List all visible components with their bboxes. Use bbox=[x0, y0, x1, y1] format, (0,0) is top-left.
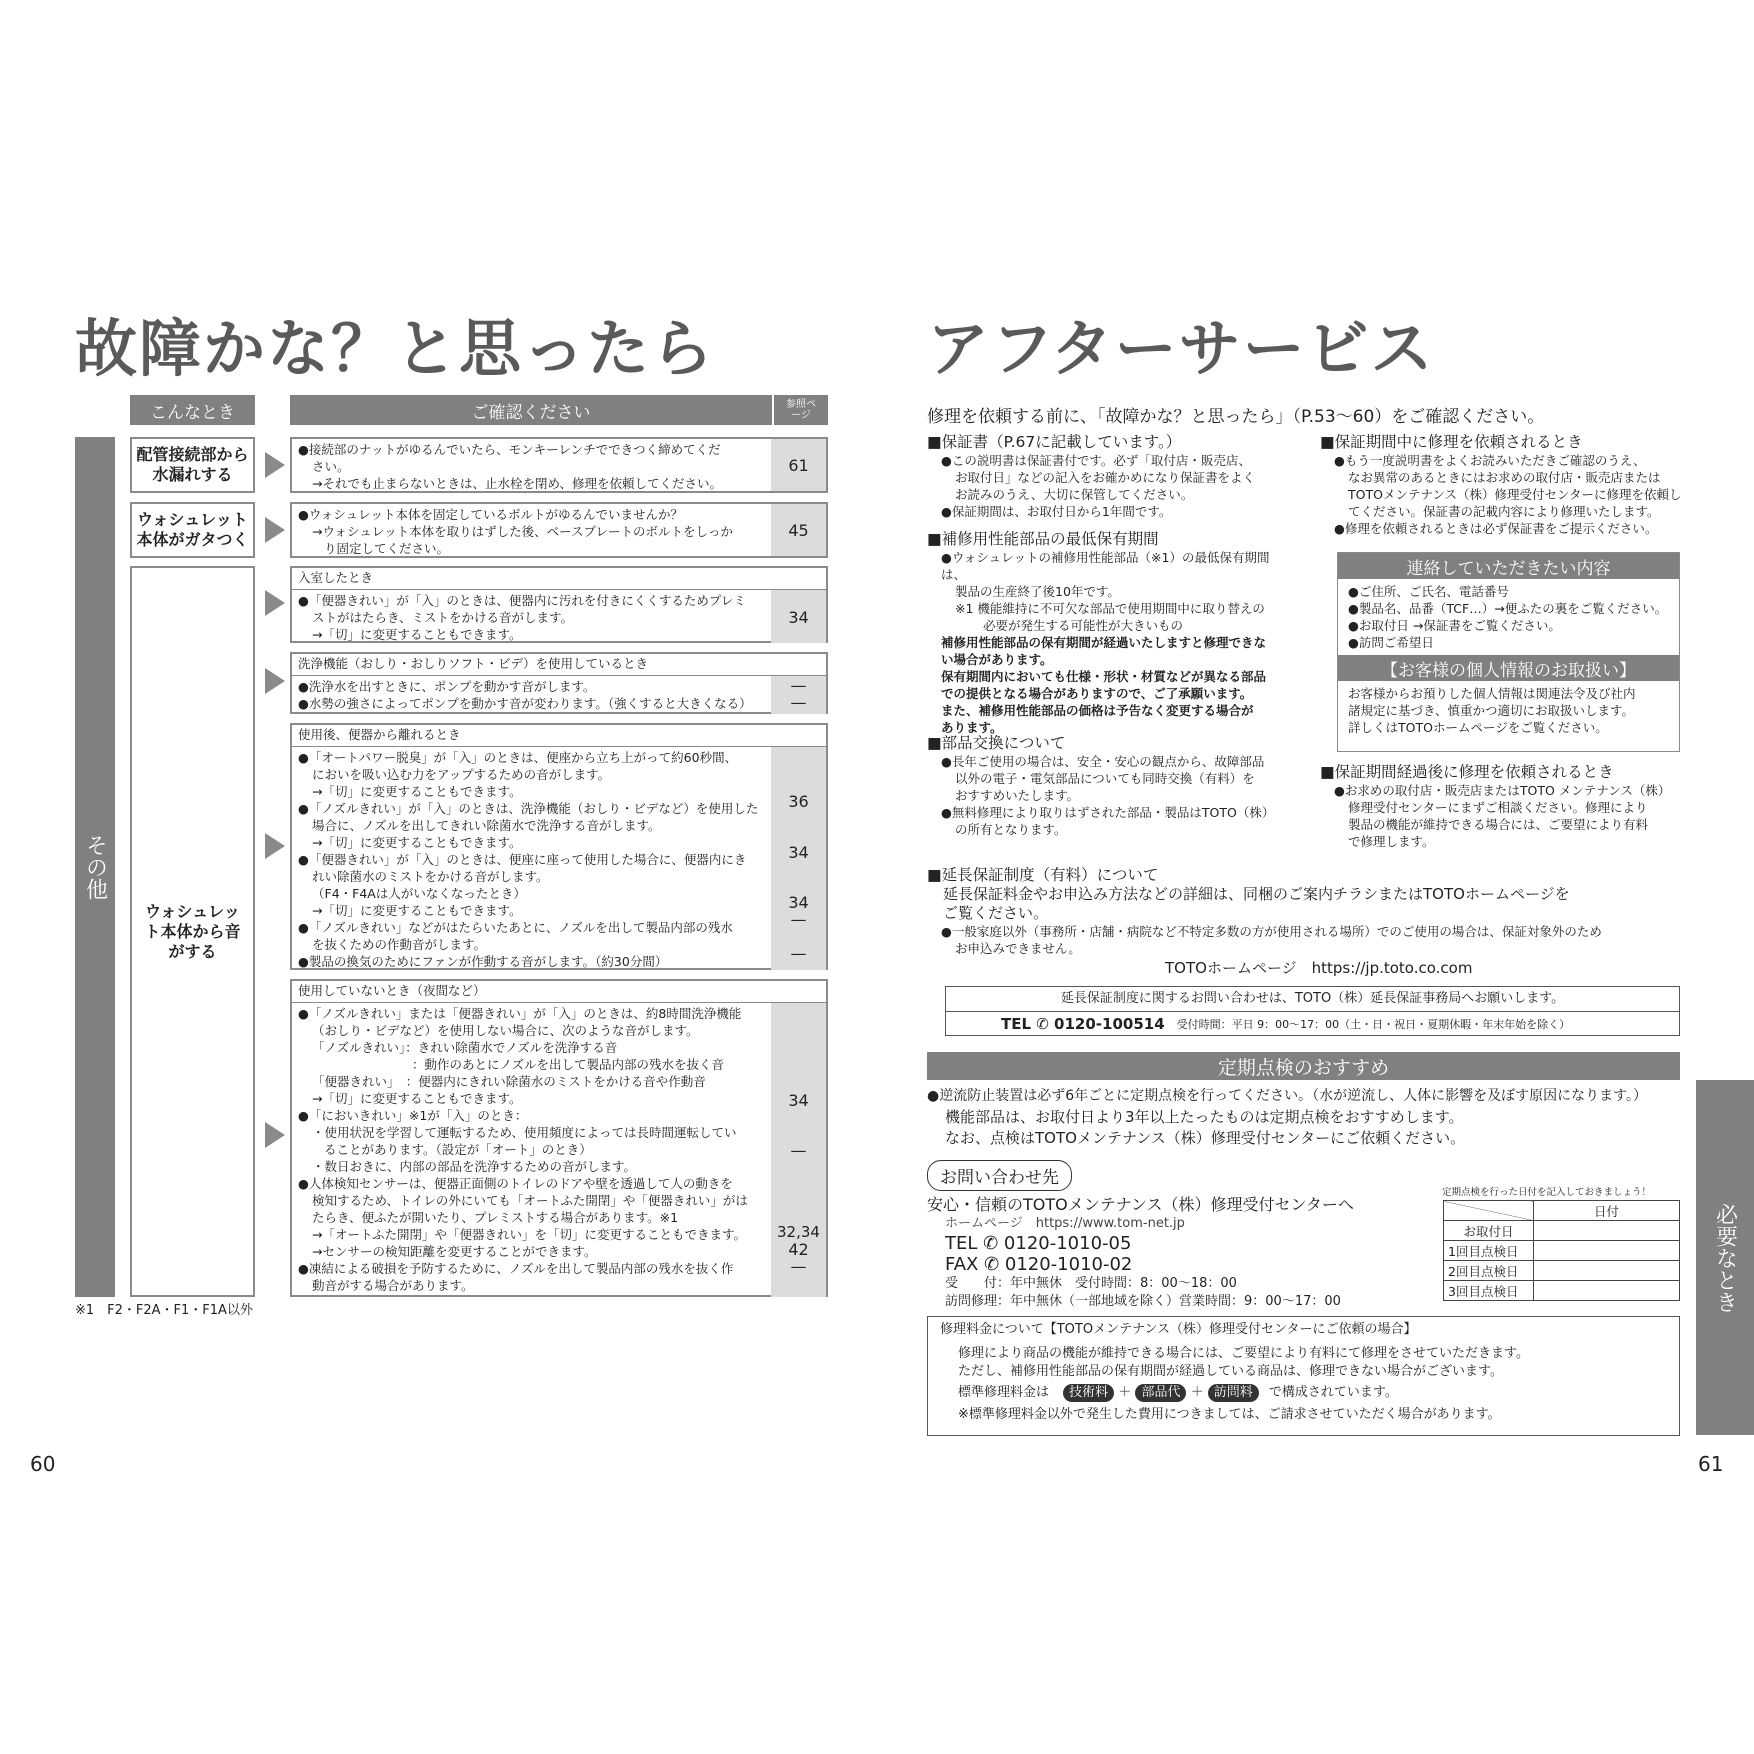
ref-page: 32,34 bbox=[777, 1223, 820, 1241]
ref-page: — bbox=[790, 1257, 807, 1276]
ref-page: — bbox=[790, 910, 807, 929]
side-label: その他 bbox=[82, 834, 108, 900]
text-line: ●修理を依頼されるときは必ず保証書をご提示ください。 bbox=[1334, 521, 1658, 536]
ref-page: 34 bbox=[788, 1091, 809, 1110]
side-tab bbox=[1696, 1080, 1754, 1435]
inspection-date-table bbox=[1443, 1200, 1680, 1301]
warranty-section bbox=[927, 432, 1292, 520]
section-title: ■部品交換について bbox=[927, 734, 1066, 752]
text-line: ●「ノズルきれい」または「便器きれい」が「入」のときは、約8時間洗浄機能 bbox=[298, 1005, 742, 1021]
inquiry-section bbox=[927, 1192, 1367, 1311]
text-line: で修理します。 bbox=[1348, 834, 1435, 849]
ref-page: — bbox=[790, 693, 807, 712]
text-line: での提供となる場合がありますので、ご了承願います。 bbox=[941, 686, 1253, 701]
text-line: ※1 機能維持に不可欠な部品で使用期間中に取り替えの bbox=[955, 601, 1265, 616]
text-line: ●もう一度説明書をよくお読みいただきご確認のうえ、 bbox=[1334, 453, 1646, 468]
text-line: ●お求めの取付店・販売店またはTOTO メンテナンス（株） bbox=[1334, 783, 1671, 798]
text-line: 修理受付センターにまずご相談ください。修理により bbox=[1348, 800, 1648, 815]
text-line: →「切」に変更することもできます。 bbox=[312, 834, 522, 850]
date-cell[interactable] bbox=[1534, 1241, 1680, 1261]
repair-fee-box bbox=[927, 1316, 1680, 1436]
text-line: ●接続部のナットがゆるんでいたら、モンキーレンチでできつく締めてくだ bbox=[298, 442, 721, 457]
section-title: ■保証期間中に修理を依頼されるとき bbox=[1320, 433, 1583, 451]
left-page-title: 故障かな？と思ったら bbox=[75, 312, 716, 385]
text-line: なお、点検はTOTOメンテナンス（株）修理受付センターにご依頼ください。 bbox=[945, 1129, 1466, 1147]
group-not-in-use bbox=[290, 979, 828, 1297]
ref-page: 34 bbox=[788, 608, 809, 627]
text-line: お客様からお預りした個人情報は関連法令及び社内 bbox=[1348, 686, 1636, 701]
text-line: を抜くための作動音がします。 bbox=[312, 936, 487, 952]
inquiry-tel: TEL ✆ 0120-1010-05 bbox=[945, 1233, 1132, 1254]
text-line: ●「ノズルきれい」が「入」のときは、洗浄機能（おしり・ビデなど）を使用した bbox=[298, 800, 759, 816]
text-line: TOTOメンテナンス（株）修理受付センターに修理を依頼し bbox=[1348, 487, 1682, 502]
text-line: ●ウォシュレットの補修用性能部品（※1）の最低保有期間は、 bbox=[941, 550, 1270, 582]
text-line: ●水勢の強さによってポンプを動かす音が変わります。（強くすると大きくなる） bbox=[298, 695, 752, 711]
date-cell[interactable] bbox=[1534, 1261, 1680, 1281]
text-line: ・数日おきに、内部の部品を洗浄するための音がします。 bbox=[312, 1158, 637, 1174]
text-line: お取付日」などの記入をお確かめになり保証書をよく bbox=[955, 470, 1256, 485]
section-title: ■延長保証制度（有料）について bbox=[927, 866, 1159, 884]
fee-pill-visit: 訪問料 bbox=[1208, 1384, 1259, 1402]
ext-hours: 受付時間：平日 9：00～17：00（土・日・祝日・夏期休暇・年末年始を除く） bbox=[1176, 1018, 1571, 1031]
inquiry-fax: FAX ✆ 0120-1010-02 bbox=[945, 1254, 1133, 1275]
text-line: ●「便器きれい」が「入」のときは、便座に座って使用した場合に、便器内にき bbox=[298, 851, 747, 867]
text-line: なお異常のあるときにはお求めの取付店・販売店または bbox=[1348, 470, 1661, 485]
group-title: 入室したとき bbox=[292, 568, 826, 590]
text-line: 「ノズルきれい」：きれい除菌水でノズルを洗浄する音 bbox=[312, 1039, 618, 1055]
text-line: 以外の電子・電気部品についても同時交換（有料）を bbox=[955, 771, 1255, 786]
text-line: ●製品の換気のためにファンが作動する音がします。（約30分間） bbox=[298, 953, 668, 969]
text-line: 修理により商品の機能が維持できる場合には、ご要望により有料にて修理をさせていただきます。 bbox=[958, 1346, 1529, 1361]
inquiry-label: お問い合わせ先 bbox=[927, 1160, 1072, 1191]
text-line: ストがはたらき、ミストをかける音がします。 bbox=[312, 609, 574, 625]
cond-rattle: ウォシュレット本体がガタつく bbox=[130, 502, 255, 558]
during-warranty-section bbox=[1320, 432, 1685, 537]
text-line: 保有期間内においても仕様・形状・材質などが異なる部品 bbox=[941, 669, 1267, 684]
text-line: ・使用状況を学習して運転するため、使用頻度によっては長時間運転してい bbox=[312, 1124, 737, 1140]
group-title: 使用後、便器から離れるとき bbox=[292, 725, 826, 747]
text-line: ●凍結による破損を予防するために、ノズルを出して製品内部の残水を抜く作 bbox=[298, 1260, 734, 1276]
fee-formula-post: で構成されています。 bbox=[1268, 1385, 1398, 1400]
text-line: の所有となります。 bbox=[955, 822, 1067, 837]
text-line: ：動作のあとにノズルを出して製品内部の残水を抜く音 bbox=[312, 1056, 725, 1072]
row-label: 3回目点検日 bbox=[1444, 1281, 1534, 1301]
right-page-title: アフターサービス bbox=[927, 312, 1435, 385]
text-line: おすすめいたします。 bbox=[955, 788, 1080, 803]
page-number-right: 61 bbox=[1698, 1452, 1724, 1476]
check-row-1 bbox=[290, 437, 828, 493]
date-cell[interactable] bbox=[1534, 1221, 1680, 1241]
text-line: ●無料修理により取りはずされた部品・製品はTOTO（株） bbox=[941, 805, 1275, 820]
text-line: ●「においきれい」※1が「入」のとき： bbox=[298, 1107, 528, 1123]
privacy-title: 【お客様の個人情報のお取扱い】 bbox=[1338, 655, 1679, 681]
table-row bbox=[1444, 1261, 1680, 1281]
text-line: 詳しくはTOTOホームページをご覧ください。 bbox=[1348, 720, 1608, 735]
col-header-when: こんなとき bbox=[130, 395, 255, 425]
text-line: ●お取付日 →保証書をご覧ください。 bbox=[1348, 618, 1561, 633]
cond-water-leak: 配管接続部から水漏れする bbox=[130, 437, 255, 493]
group-entering bbox=[290, 566, 828, 643]
table-header: 日付 bbox=[1534, 1201, 1680, 1221]
side-tab-label: 必要なとき bbox=[1712, 1202, 1738, 1313]
table-row bbox=[1444, 1281, 1680, 1301]
page-number-left: 60 bbox=[30, 1452, 56, 1476]
ref-page: 36 bbox=[788, 792, 809, 811]
text-line: →ウォシュレット本体を取りはずした後、ベースプレートのボルトをしっか bbox=[312, 524, 733, 539]
text-line: てください。保証書の記載内容により修理いたします。 bbox=[1348, 504, 1660, 519]
text-line: お申込みできません。 bbox=[955, 941, 1081, 956]
text-line: 場合に、ノズルを出してきれい除菌水で洗浄する音がします。 bbox=[312, 817, 661, 833]
footnote: ※1 F2・F2A・F1・F1A以外 bbox=[75, 1303, 253, 1318]
after-warranty-section bbox=[1320, 762, 1690, 850]
parts-section bbox=[927, 529, 1292, 736]
contact-info-box bbox=[1337, 552, 1680, 752]
ref-page: — bbox=[790, 1141, 807, 1160]
text-line: り固定してください。 bbox=[324, 541, 450, 556]
text-line: ●訪問ご希望日 bbox=[1348, 635, 1434, 650]
text-line: （F4・F4Aは人がいなくなったとき） bbox=[312, 885, 526, 901]
text-line: さい。 bbox=[312, 459, 350, 474]
exchange-section bbox=[927, 733, 1292, 838]
ref-page: 34 bbox=[788, 843, 809, 862]
text-line: 動音がする場合があります。 bbox=[312, 1277, 474, 1293]
text-line: お読みのうえ、大切に保管してください。 bbox=[955, 487, 1194, 502]
text-line: ●ウォシュレット本体を固定しているボルトがゆるんでいませんか？ bbox=[298, 507, 684, 522]
text-line: 延長保証料金やお申込み方法などの詳細は、同梱のご案内チラシまたはTOTOホームページを bbox=[943, 885, 1570, 903]
side-label-bar bbox=[75, 437, 115, 1297]
text-line: 「便器きれい」 ：便器内にきれい除菌水のミストをかける音や作動音 bbox=[312, 1073, 706, 1089]
ext-tel: TEL ✆ 0120-100514 bbox=[1001, 1015, 1165, 1033]
fee-formula: 標準修理料金は 技術料 ＋ 部品代 ＋ 訪問料 で構成されています。 bbox=[958, 1385, 1398, 1400]
text-line: ●製品名、品番（TCF…）→便ふたの裏をご覧ください。 bbox=[1348, 601, 1668, 616]
row-label: 1回目点検日 bbox=[1444, 1241, 1534, 1261]
text-line: →「切」に変更することもできます。 bbox=[312, 626, 522, 642]
homepage-url: TOTOホームページ https://jp.toto.co.com bbox=[1165, 959, 1473, 977]
fee-formula-pre: 標準修理料金は bbox=[958, 1385, 1050, 1400]
text-line: ●ご住所、ご氏名、電話番号 bbox=[1348, 584, 1509, 599]
cond-noise: ウォシュレット本体から音がする bbox=[130, 566, 255, 1297]
fee-pill-parts: 部品代 bbox=[1135, 1384, 1186, 1402]
ref-page: 45 bbox=[771, 504, 826, 556]
group-washing bbox=[290, 652, 828, 714]
text-line: ただし、補修用性能部品の保有期間が経過している商品は、修理できない場合がございます。 bbox=[958, 1364, 1503, 1379]
section-title: ■保証期間経過後に修理を依頼されるとき bbox=[1320, 763, 1614, 781]
text-line: ●この説明書は保証書付です。必ず「取付店・販売店、 bbox=[941, 453, 1251, 468]
text-line: 必要が発生する可能性が大きいもの bbox=[983, 618, 1184, 633]
arrow-right-icon bbox=[265, 1122, 285, 1148]
text-line: また、補修用性能部品の価格は予告なく変更する場合が bbox=[941, 703, 1254, 718]
ref-page: 42 bbox=[788, 1240, 809, 1259]
text-line: ●一般家庭以外（事務所・店舗・病院など不特定多数の方が使用される場所）でのご使用の場合は、保証対象外のため bbox=[941, 924, 1602, 939]
arrow-right-icon bbox=[265, 668, 285, 694]
date-cell[interactable] bbox=[1534, 1281, 1680, 1301]
text-line: ●逆流防止装置は必ず6年ごとに定期点検を行ってください。（水が逆流し、人体に影響を及ぼす原因になります。） bbox=[927, 1088, 1647, 1104]
col-header-ref: 参照ページ bbox=[774, 395, 828, 425]
arrow-right-icon bbox=[265, 833, 285, 859]
inquiry-hours: 受 付：年中無休 受付時間：8：00～18：00 bbox=[945, 1276, 1237, 1291]
intro-text: 修理を依頼する前に、「故障かな？と思ったら」（P.53～60）をご確認ください。 bbox=[927, 407, 1545, 427]
text-line: →「切」に変更することもできます。 bbox=[312, 1090, 522, 1106]
fee-note: ※標準修理料金以外で発生した費用につきましては、ご請求させていただく場合があります。 bbox=[958, 1407, 1501, 1422]
text-line: ●「便器きれい」が「入」のときは、便器内に汚れを付きにくくするためプレミ bbox=[298, 592, 746, 608]
row-label: お取付日 bbox=[1444, 1221, 1534, 1241]
fee-title: 修理料金について【TOTOメンテナンス（株）修理受付センターにご依頼の場合】 bbox=[940, 1322, 1417, 1337]
text-line: 製品の機能が維持できる場合には、ご要望により有料 bbox=[1348, 817, 1649, 832]
ref-page: — bbox=[790, 944, 807, 963]
text-line: （おしり・ビデなど）を使用しない場合に、次のような音がします。 bbox=[312, 1022, 699, 1038]
text-line: →「オートふた開閉」や「便器きれい」を「切」に変更することもできます。 bbox=[312, 1226, 746, 1242]
text-line: ●長年ご使用の場合は、安全・安心の観点から、故障部品 bbox=[941, 754, 1265, 769]
group-after-use bbox=[290, 723, 828, 970]
text-line: 製品の生産終了後10年です。 bbox=[955, 584, 1120, 599]
group-title: 使用していないとき（夜間など） bbox=[292, 981, 826, 1003]
text-line: →それでも止まらないときは、止水栓を閉め、修理を依頼してください。 bbox=[312, 476, 722, 491]
text-line: い場合があります。 bbox=[941, 652, 1053, 667]
section-title: ■保証書（P.67に記載しています。） bbox=[927, 433, 1182, 451]
fee-pill-tech: 技術料 bbox=[1063, 1384, 1114, 1402]
section-title: ■補修用性能部品の最低保有期間 bbox=[927, 530, 1159, 548]
text-line: 延長保証制度に関するお問い合わせは、TOTO（株）延長保証事務局へお願いします。 bbox=[946, 987, 1679, 1012]
text-line: 機能部品は、お取付日より3年以上たったものは定期点検をおすすめします。 bbox=[945, 1108, 1464, 1126]
row-label: 2回目点検日 bbox=[1444, 1261, 1534, 1281]
text-line: 検知するため、トイレの外にいても「オートふた開閉」や「便器きれい」がは bbox=[312, 1192, 748, 1208]
check-row-2 bbox=[290, 502, 828, 558]
table-row bbox=[1444, 1241, 1680, 1261]
text-line: ●人体検知センサーは、便器正面側のトイレのドアや壁を透過して人の動きを bbox=[298, 1175, 733, 1191]
text-line: ご覧ください。 bbox=[943, 904, 1049, 922]
text-line: においを吸い込む力をアップするための音がします。 bbox=[312, 766, 611, 782]
extended-warranty-section bbox=[927, 865, 1687, 978]
text-line: →「切」に変更することもできます。 bbox=[312, 783, 522, 799]
text-line: 補修用性能部品の保有期間が経過いたしますと修理できな bbox=[941, 635, 1267, 650]
table-row bbox=[1444, 1221, 1680, 1241]
extended-warranty-box bbox=[945, 986, 1680, 1036]
text-line: 諸規定に基づき、慎重かつ適切にお取扱いします。 bbox=[1348, 703, 1635, 718]
arrow-right-icon bbox=[265, 452, 285, 478]
contact-box-title: 連絡していただきたい内容 bbox=[1338, 553, 1679, 579]
arrow-right-icon bbox=[265, 517, 285, 543]
inquiry-hours: 訪問修理：年中無休（一部地域を除く）営業時間：9：00～17：00 bbox=[945, 1294, 1341, 1309]
text-line: れい除菌水のミストをかける音がします。 bbox=[312, 868, 549, 884]
inspection-text bbox=[927, 1087, 1687, 1148]
check-table-note: 定期点検を行った日付を記入しておきましょう！ bbox=[1442, 1187, 1652, 1198]
text-line: ●「オートパワー脱臭」が「入」のときは、便座から立ち上がって約60秒間、 bbox=[298, 749, 738, 765]
text-line: ●「ノズルきれい」などがはたらいたあとに、ノズルを出して製品内部の残水 bbox=[298, 919, 733, 935]
text-line: →センサーの検知距離を変更することができます。 bbox=[312, 1243, 597, 1259]
arrow-right-icon bbox=[265, 590, 285, 616]
inquiry-main: 安心・信頼のTOTOメンテナンス（株）修理受付センターへ bbox=[927, 1195, 1354, 1214]
inquiry-hp: ホームページ https://www.tom-net.jp bbox=[945, 1216, 1185, 1231]
text-line: ●洗浄水を出すときに、ポンプを動かす音がします。 bbox=[298, 678, 596, 694]
text-line: ることがあります。（設定が「オート」のとき） bbox=[324, 1141, 592, 1157]
col-header-check: ご確認ください bbox=[290, 395, 772, 425]
text-line: →「切」に変更することもできます。 bbox=[312, 902, 522, 918]
text-line: あります。 bbox=[941, 720, 1003, 735]
ref-page: — bbox=[790, 676, 807, 695]
group-title: 洗浄機能（おしり・おしりソフト・ビデ）を使用しているとき bbox=[292, 654, 826, 676]
ref-page: 34 bbox=[788, 893, 809, 912]
inspection-title: 定期点検のおすすめ bbox=[927, 1052, 1680, 1080]
ref-page: 61 bbox=[771, 439, 826, 491]
text-line: たらき、便ふたが開いたり、プレミストする場合があります。※1 bbox=[312, 1209, 679, 1225]
text-line: ●保証期間は、お取付日から1年間です。 bbox=[941, 504, 1172, 519]
